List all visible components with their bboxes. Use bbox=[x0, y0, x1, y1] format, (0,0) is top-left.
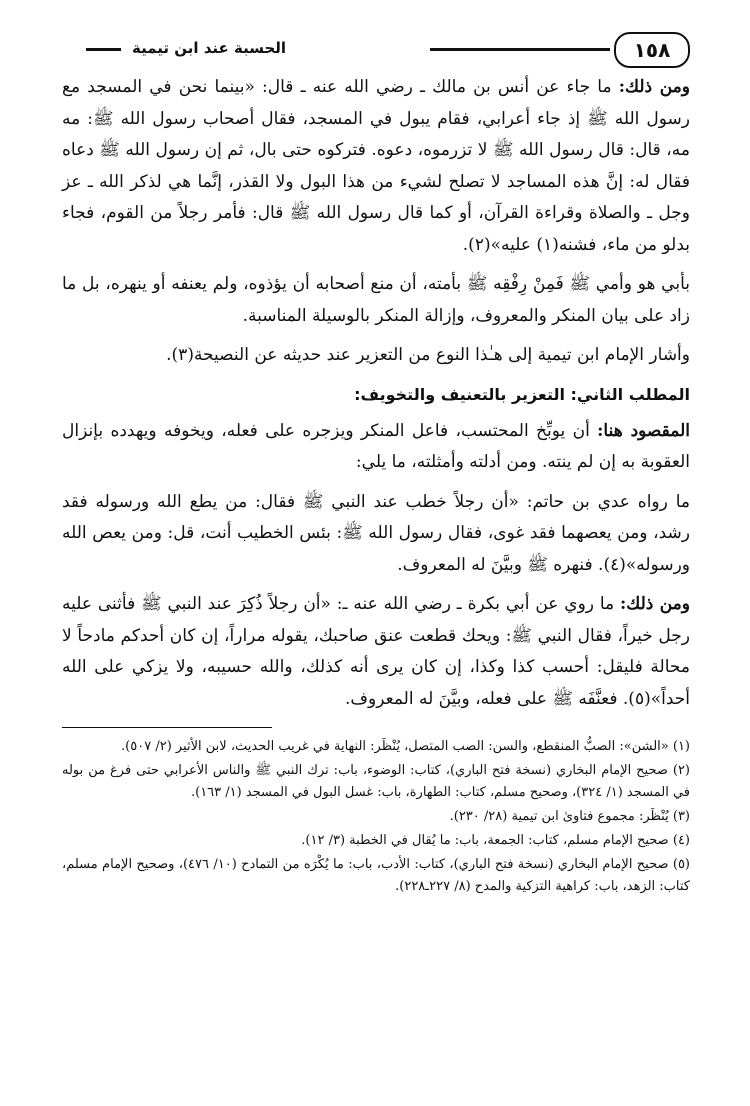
paragraph-text: وأشار الإمام ابن تيمية إلى هـٰذا النوع من التعزير عند حديثه عن النصيحة(٣). bbox=[166, 345, 690, 365]
paragraph-text: ما جاء عن أنس بن مالك ـ رضي الله عنه ـ قال: «بينما نحن في المسجد مع رسول الله ﷺ إذ جاء أعرابي، فقام يبول في المسجد، فقال أصحاب رسول الله ﷺ: مه مه، قال: قال رسول الله ﷺ لا تزرموه، دعوه. فتركوه حتى بال، ثم إن رسول الله ﷺ دعاه فقال له: إنَّ هذه المساجد لا تصلح لشيء من هذا البول ولا القذر، إنَّما هي لذكر الله ـ عز وجل ـ والصلاة وقراءة القرآن، أو كما قال رسول الله ﷺ قال: فأمر رجلاً من القوم، فجاء بدلو من ماء، فشنه(١) عليه»(٢). bbox=[62, 77, 690, 255]
paragraph-lead: ومن ذلك: bbox=[620, 594, 690, 614]
section-heading: المطلب الثاني: التعزير بالتعنيف والتخويف: bbox=[354, 384, 690, 404]
header-rule bbox=[430, 48, 610, 51]
footnote-4: (٤) صحيح الإمام مسلم، كتاب: الجمعة، باب: ما يُقال في الخطبة (٣/ ١٢). bbox=[301, 833, 690, 848]
header-rule-short bbox=[86, 48, 121, 51]
paragraph-anas-hadith bbox=[62, 72, 690, 261]
page-header bbox=[62, 28, 690, 72]
page-number: ١٥٨ bbox=[614, 32, 690, 68]
paragraph-lead: ومن ذلك: bbox=[618, 77, 690, 97]
paragraph-text: أن يوبِّخ المحتسب، فاعل المنكر ويزجره على فعله، ويخوفه ويهدده بإنزال العقوبة به إن لم ينته. ومن أدلته وأمثلته، ما يلي: bbox=[62, 420, 690, 472]
running-title: الحسبة عند ابن تيمية bbox=[132, 39, 287, 57]
paragraph-text: ما روي عن أبي بكرة ـ رضي الله عنه ـ: «أن رجلاً ذُكِرَ عند النبي ﷺ فأثنى عليه رجل خيراً، فقال النبي ﷺ: ويحك قطعت عنق صاحبك، يقوله مراراً، إن كان أحدكم مادحاً لا محالة فليقل: أحسب كذا وكذا، إن كان يرى أنه كذلك، والله حسيبه، ولا يزكي على الله أحداً»(٥). فعنَّفَه ﷺ على فعله، وبيَّنَ له المعروف. bbox=[62, 594, 690, 709]
paragraph-text: ما رواه عدي بن حاتم: «أن رجلاً خطب عند النبي ﷺ فقال: من يطع الله ورسوله فقد رشد، ومن يعصهما فقد غوى، فقال رسول الله ﷺ: بئس الخطيب أنت، قل: ومن يعص الله ورسوله»(٤). فنهره ﷺ وبيَّنَ له المعروف. bbox=[62, 491, 690, 575]
paragraph-lead: المقصود هنا: bbox=[597, 420, 690, 441]
paragraph-ibn-taymiyya-note bbox=[62, 340, 690, 372]
paragraph-abu-bakra-hadith bbox=[62, 589, 690, 715]
main-text bbox=[62, 72, 690, 715]
paragraph-definition bbox=[62, 416, 690, 479]
footnote-separator bbox=[62, 727, 272, 728]
book-page bbox=[62, 28, 690, 1078]
footnote-1: (١) «الشن»: الصبُّ المنقطع، والسن: الصب المتصل، يُنْظَر: النهاية في غريب الحديث، لابن الأثير (٢/ ٥٠٧). bbox=[121, 739, 690, 754]
footnotes bbox=[62, 736, 690, 898]
footnote-2: (٢) صحيح الإمام البخاري (نسخة فتح الباري)، كتاب: الوضوء، باب: ترك النبي ﷺ والناس الأعرابي حتى فرغ من بوله في المسجد (١/ ٣٢٤)، وصحيح مسلم، كتاب: الطهارة، باب: غسل البول في المسجد (١/ ١٦٣). bbox=[62, 763, 690, 800]
paragraph-commentary bbox=[62, 269, 690, 332]
footnote-3: (٣) يُنْظَر: مجموع فتاوىٰ ابن تيمية (٢٨/ ٢٣٠). bbox=[449, 809, 690, 824]
paragraph-adi-hadith bbox=[62, 487, 690, 582]
footnote-5: (٥) صحيح الإمام البخاري (نسخة فتح الباري)، كتاب: الأدب، باب: ما يُكْرَه من التمادح (١٠/ ٤٧٦)، وصحيح الإمام مسلم، كتاب: الزهد، باب: كراهية التزكية والمدح (٨/ ٢٢٧ـ٢٢٨). bbox=[62, 857, 690, 894]
paragraph-text: بأبي هو وأمي ﷺ فَمِنْ رِفْقِه ﷺ بأمته، أن منع أصحابه أن يؤذوه، ولم يعنفه أو ينهره، بل ما زاد على بيان المنكر والمعروف، وإزالة المنكر بالوسيلة المناسبة. bbox=[62, 274, 690, 326]
